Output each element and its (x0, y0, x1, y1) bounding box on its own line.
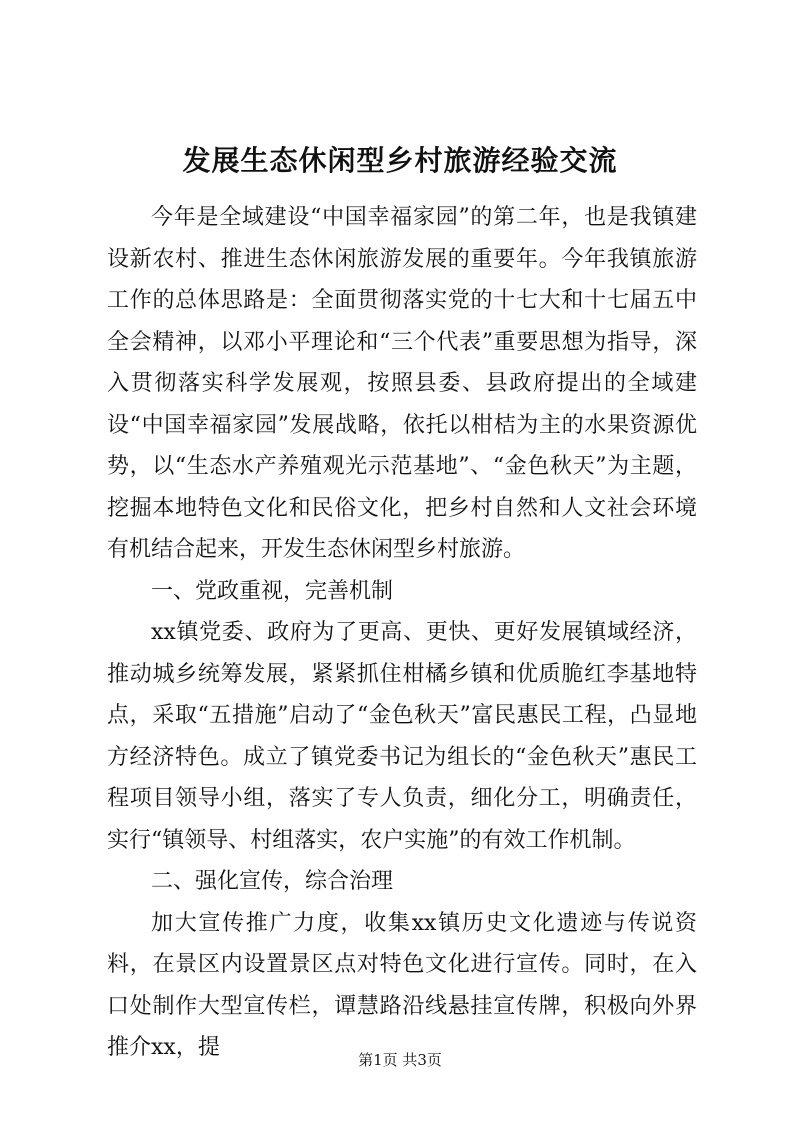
document-title: 发展生态休闲型乡村旅游经验交流 (182, 144, 618, 177)
section-1-heading: 一、党政重视，完善机制 (151, 578, 394, 604)
intro-paragraph: 今年是全域建设“中国幸福家园”的第二年，也是我镇建设新农村、推进生态休闲旅游发展的重要年。今年我镇旅游工作的总体思路是：全面贯彻落实党的十七大和十七届五中全会精神，以邓小平理论和“三个代表”重要思想为指导，深入贯彻落实科学发展观，按照县委、县政府提出的全域建设“中国幸福家园”发展战略，依托以柑桔为主的水果资源优势，以“生态水产养殖观光示范基地”、“金色秋天”为主题，挖掘本地特色文化和民俗文化，把乡村自然和人文社会环境有机结合起来，开发生态休闲型乡村旅游。 (107, 205, 697, 562)
section-2-heading: 二、强化宣传，综合治理 (151, 869, 394, 894)
section-2-paragraph: 加大宣传推广力度，收集xx镇历史文化遗迹与传说资料，在景区内设置景区点对特色文化进行宣传。同时，在入口处制作大型宣传栏，谭慧路沿线悬挂宣传牌，积极向外界推介xx，提 (107, 910, 697, 1060)
document-body (107, 197, 697, 1069)
section-1-paragraph: xx镇党委、政府为了更高、更快、更好发展镇域经济，推动城乡统筹发展，紧紧抓住柑橘乡镇和优质脆红李基地特点，采取“五措施”启动了“金色秋天”富民惠民工程，凸显地方经济特色。成立了镇党委书记为组长的“金色秋天”惠民工程项目领导小组，落实了专人负责，细化分工，明确责任，实行“镇领导、村组落实，农户实施”的有效工作机制。 (107, 620, 697, 853)
page-number-footer: 第1页 共3页 (358, 1051, 442, 1069)
